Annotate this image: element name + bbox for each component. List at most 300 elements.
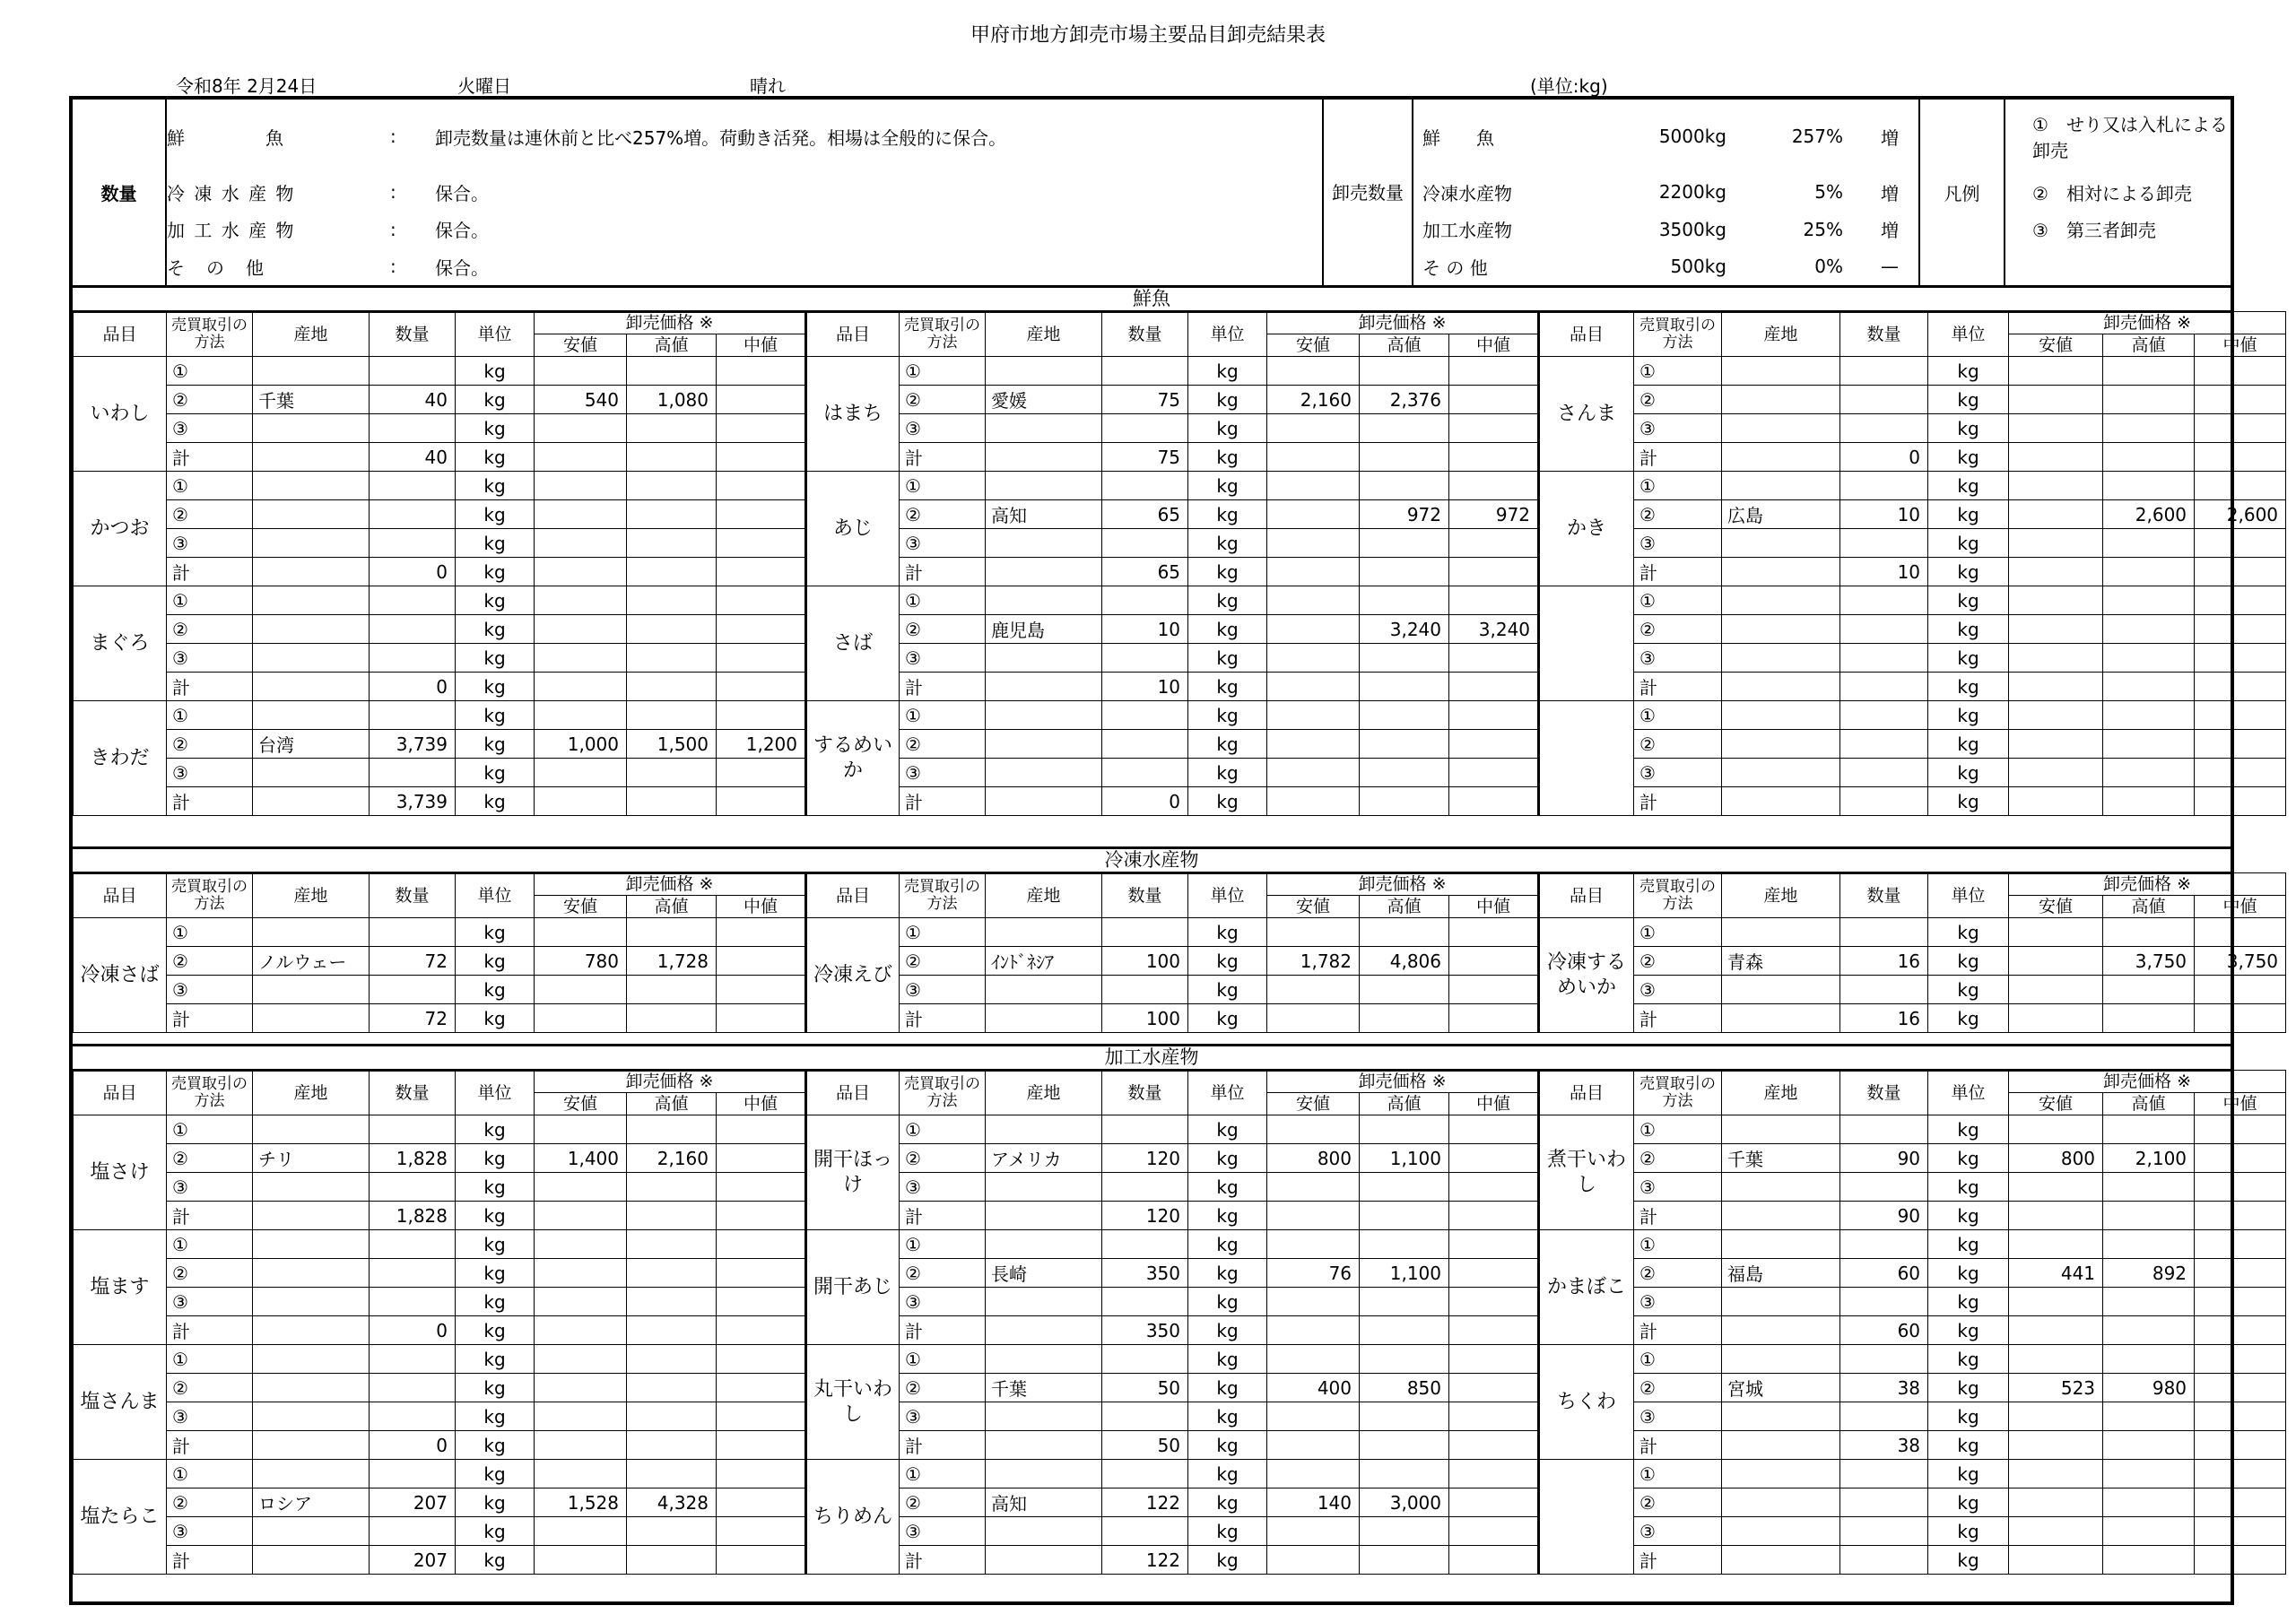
- method-mark: ②: [1634, 386, 1722, 414]
- item-name: ちくわ: [1539, 1345, 1634, 1460]
- unit-cell: kg: [456, 947, 535, 976]
- unit-cell: kg: [1928, 1402, 2009, 1431]
- method-mark: ①: [167, 1230, 253, 1259]
- unit-cell: kg: [1928, 1431, 2009, 1460]
- price-high-cell: 2,160: [627, 1144, 717, 1173]
- summary-comment: 保合。: [435, 256, 489, 279]
- price-mid-cell: [1449, 673, 1539, 701]
- qty-cell: [1840, 414, 1928, 443]
- method-mark: ①: [1634, 918, 1722, 947]
- unit-cell: kg: [456, 1004, 535, 1033]
- price-high-cell: [1360, 918, 1449, 947]
- qty-cell: [370, 1173, 456, 1202]
- table-row: [74, 1288, 2286, 1316]
- qty-cell: [1102, 701, 1188, 730]
- price-low-cell: [2009, 1517, 2103, 1546]
- price-high-cell: 2,100: [2103, 1144, 2195, 1173]
- price-high-cell: [1360, 1004, 1449, 1033]
- method-mark: ②: [167, 947, 253, 976]
- price-low-cell: [2009, 1488, 2103, 1517]
- price-high-cell: 1,728: [627, 947, 717, 976]
- qty-cell: 0: [1102, 787, 1188, 816]
- qty-cell: [1102, 472, 1188, 500]
- price-mid-cell: [1449, 1517, 1539, 1546]
- header-unit: 単位: [1928, 873, 2009, 918]
- qty-name: 加工水産物: [1422, 220, 1512, 242]
- qty-cell: 38: [1840, 1431, 1928, 1460]
- price-low-cell: [2009, 414, 2103, 443]
- price-low-cell: [2009, 947, 2103, 976]
- qty-trend: 増: [1881, 220, 1899, 242]
- origin-cell: [1722, 586, 1840, 615]
- method-mark: ①: [1634, 1230, 1722, 1259]
- unit-cell: kg: [456, 1144, 535, 1173]
- price-high-cell: 972: [1360, 500, 1449, 529]
- qty-cell: [370, 414, 456, 443]
- method-mark: ③: [1634, 1517, 1722, 1546]
- qty-cell: [1840, 1345, 1928, 1374]
- price-mid-cell: [717, 947, 806, 976]
- origin-cell: [986, 976, 1102, 1004]
- price-mid-cell: [717, 1488, 806, 1517]
- unit-cell: kg: [456, 1173, 535, 1202]
- origin-cell: [253, 1004, 370, 1033]
- origin-cell: [1722, 730, 1840, 759]
- qty-cell: [1840, 1460, 1928, 1488]
- origin-cell: 千葉: [253, 386, 370, 414]
- origin-cell: [986, 1316, 1102, 1345]
- qty-cell: 1,828: [370, 1202, 456, 1230]
- method-mark: ②: [900, 1144, 986, 1173]
- price-low-cell: [535, 586, 627, 615]
- price-mid-cell: [717, 357, 806, 386]
- header-qty: 数量: [370, 873, 456, 918]
- summary-category: 加 工 水 産 物: [167, 220, 296, 242]
- header-low: 安値: [535, 896, 627, 918]
- price-low-cell: [2009, 759, 2103, 787]
- origin-cell: [1722, 357, 1840, 386]
- qty-cell: 65: [1102, 500, 1188, 529]
- unit-cell: kg: [456, 976, 535, 1004]
- price-low-cell: [1267, 500, 1360, 529]
- price-mid-cell: [2195, 644, 2286, 673]
- price-high-cell: 3,000: [1360, 1488, 1449, 1517]
- price-high-cell: [627, 1173, 717, 1202]
- item-name: 塩たらこ: [74, 1460, 167, 1575]
- unit-cell: kg: [1188, 443, 1267, 472]
- unit-cell: kg: [456, 1374, 535, 1402]
- unit-cell: kg: [456, 1345, 535, 1374]
- header-item: 品目: [806, 873, 900, 918]
- unit-cell: kg: [1928, 1115, 2009, 1144]
- qty-cell: [1102, 1460, 1188, 1488]
- header-method: 売買取引の方法: [167, 312, 253, 357]
- origin-cell: [1722, 1517, 1840, 1546]
- unit-cell: kg: [456, 472, 535, 500]
- method-mark: ③: [900, 1288, 986, 1316]
- qty-cell: 100: [1102, 947, 1188, 976]
- price-low-cell: [1267, 976, 1360, 1004]
- report-title: 甲府市地方卸売市場主要品目卸売結果表: [970, 24, 1326, 47]
- qty-cell: 40: [370, 386, 456, 414]
- qty-cell: [370, 1517, 456, 1546]
- method-mark: ③: [900, 529, 986, 558]
- price-high-cell: [627, 414, 717, 443]
- method-mark: 計: [1634, 1202, 1722, 1230]
- table-row: [74, 1202, 2286, 1230]
- origin-cell: 広島: [1722, 500, 1840, 529]
- price-low-cell: [535, 1546, 627, 1575]
- price-low-cell: [535, 1402, 627, 1431]
- method-mark: ②: [1634, 1488, 1722, 1517]
- header-qty: 数量: [1840, 1071, 1928, 1115]
- unit-cell: kg: [1928, 1488, 2009, 1517]
- price-high-cell: [2103, 1115, 2195, 1144]
- method-mark: 計: [900, 1316, 986, 1345]
- method-mark: 計: [167, 443, 253, 472]
- table-row: [74, 673, 2286, 701]
- qty-cell: 72: [370, 1004, 456, 1033]
- price-high-cell: [2103, 1288, 2195, 1316]
- header-item: 品目: [74, 312, 167, 357]
- unit-cell: kg: [1928, 1004, 2009, 1033]
- method-mark: 計: [167, 787, 253, 816]
- header-price: 卸売価格 ※: [2009, 873, 2286, 896]
- price-high-cell: [627, 357, 717, 386]
- price-high-cell: 980: [2103, 1374, 2195, 1402]
- origin-cell: [1722, 1402, 1840, 1431]
- origin-cell: [986, 558, 1102, 586]
- price-low-cell: [2009, 730, 2103, 759]
- unit-cell: kg: [1188, 1316, 1267, 1345]
- header-qty: 数量: [1102, 1071, 1188, 1115]
- price-high-cell: [1360, 730, 1449, 759]
- price-low-cell: [1267, 586, 1360, 615]
- qty-cell: [370, 357, 456, 386]
- header-unit: 単位: [1188, 873, 1267, 918]
- price-mid-cell: [717, 414, 806, 443]
- price-mid-cell: [717, 529, 806, 558]
- price-high-cell: [2103, 586, 2195, 615]
- table-row: [74, 1460, 2286, 1488]
- unit-cell: kg: [1188, 558, 1267, 586]
- price-mid-cell: [1449, 1004, 1539, 1033]
- method-mark: 計: [167, 1431, 253, 1460]
- table-row: [74, 947, 2286, 976]
- price-mid-cell: [2195, 1202, 2286, 1230]
- price-mid-cell: [717, 1202, 806, 1230]
- method-mark: 計: [900, 1202, 986, 1230]
- price-low-cell: [2009, 1345, 2103, 1374]
- item-name: いわし: [74, 357, 167, 472]
- price-high-cell: [627, 1546, 717, 1575]
- qty-cell: [370, 976, 456, 1004]
- price-high-cell: [1360, 443, 1449, 472]
- table-row: [74, 730, 2286, 759]
- table-row: [74, 1431, 2286, 1460]
- price-high-cell: [2103, 529, 2195, 558]
- qty-cell: [1840, 918, 1928, 947]
- unit-cell: kg: [1928, 1546, 2009, 1575]
- price-mid-cell: [2195, 1316, 2286, 1345]
- item-name: ちりめん: [806, 1460, 900, 1575]
- price-high-cell: [2103, 1460, 2195, 1488]
- price-mid-cell: [1449, 701, 1539, 730]
- unit-cell: kg: [1928, 644, 2009, 673]
- qty-amount: 500kg: [1670, 256, 1726, 278]
- header-price: 卸売価格 ※: [2009, 1071, 2286, 1093]
- method-mark: ③: [900, 1173, 986, 1202]
- price-mid-cell: [2195, 730, 2286, 759]
- method-mark: 計: [1634, 1546, 1722, 1575]
- qty-cell: [1840, 357, 1928, 386]
- header-item: 品目: [806, 1071, 900, 1115]
- price-high-cell: 1,100: [1360, 1259, 1449, 1288]
- method-mark: ①: [167, 1115, 253, 1144]
- qty-cell: 3,739: [370, 730, 456, 759]
- unit-cell: kg: [456, 414, 535, 443]
- unit-cell: kg: [1188, 1460, 1267, 1488]
- origin-cell: [986, 1546, 1102, 1575]
- price-mid-cell: [1449, 730, 1539, 759]
- method-mark: ③: [900, 1402, 986, 1431]
- origin-cell: [986, 586, 1102, 615]
- price-mid-cell: [1449, 558, 1539, 586]
- qty-cell: [1840, 1402, 1928, 1431]
- price-high-cell: [1360, 357, 1449, 386]
- price-high-cell: 1,100: [1360, 1144, 1449, 1173]
- qty-cell: [370, 759, 456, 787]
- qty-trend: 増: [1881, 182, 1899, 204]
- qty-cell: [370, 586, 456, 615]
- price-mid-cell: [2195, 759, 2286, 787]
- unit-cell: kg: [456, 500, 535, 529]
- price-low-cell: [1267, 615, 1360, 644]
- table-row: [74, 1004, 2286, 1033]
- price-mid-cell: [717, 1144, 806, 1173]
- item-name: 塩さけ: [74, 1115, 167, 1230]
- summary-comment: 保合。: [435, 220, 489, 242]
- qty-cell: 0: [370, 673, 456, 701]
- origin-cell: [253, 1460, 370, 1488]
- unit-cell: kg: [1928, 357, 2009, 386]
- qty-cell: 10: [1102, 615, 1188, 644]
- method-mark: ②: [900, 947, 986, 976]
- price-high-cell: [2103, 472, 2195, 500]
- qty-cell: [1102, 1517, 1188, 1546]
- summary-sep: :: [390, 256, 396, 278]
- method-mark: 計: [900, 1004, 986, 1033]
- price-mid-cell: [2195, 1431, 2286, 1460]
- price-low-cell: [535, 615, 627, 644]
- unit-cell: kg: [1188, 615, 1267, 644]
- price-mid-cell: 3,240: [1449, 615, 1539, 644]
- header-mid: 中値: [717, 896, 806, 918]
- qty-cell: 50: [1102, 1374, 1188, 1402]
- price-low-cell: [535, 500, 627, 529]
- header-mid: 中値: [1449, 1093, 1539, 1115]
- price-mid-cell: [1449, 644, 1539, 673]
- header-mid: 中値: [717, 1093, 806, 1115]
- header-low: 安値: [1267, 1093, 1360, 1115]
- method-mark: ①: [167, 701, 253, 730]
- origin-cell: [1722, 701, 1840, 730]
- method-mark: ③: [900, 759, 986, 787]
- qty-cell: 0: [370, 558, 456, 586]
- item-name: するめいか: [806, 701, 900, 816]
- method-mark: ②: [900, 615, 986, 644]
- qty-cell: [370, 1374, 456, 1402]
- qty-cell: [1102, 586, 1188, 615]
- price-high-cell: [2103, 615, 2195, 644]
- table-row: [74, 1173, 2286, 1202]
- unit-note: (単位:kg): [1530, 75, 1608, 97]
- qty-cell: 0: [370, 1316, 456, 1345]
- origin-cell: [1722, 673, 1840, 701]
- unit-cell: kg: [1188, 586, 1267, 615]
- unit-cell: kg: [456, 644, 535, 673]
- price-low-cell: [535, 644, 627, 673]
- price-low-cell: [1267, 673, 1360, 701]
- price-high-cell: [627, 759, 717, 787]
- price-high-cell: [627, 529, 717, 558]
- qty-cell: [370, 529, 456, 558]
- unit-cell: kg: [1188, 1144, 1267, 1173]
- price-mid-cell: [1449, 1402, 1539, 1431]
- legend-mark: ③: [2032, 220, 2048, 242]
- qty-cell: [1840, 787, 1928, 816]
- origin-cell: [253, 1202, 370, 1230]
- origin-cell: [1722, 918, 1840, 947]
- price-low-cell: [1267, 414, 1360, 443]
- method-mark: ③: [167, 1173, 253, 1202]
- section-title-frozen: 冷凍水産物: [73, 846, 2231, 874]
- qty-cell: [370, 1230, 456, 1259]
- price-mid-cell: [717, 644, 806, 673]
- origin-cell: [253, 1517, 370, 1546]
- unit-cell: kg: [456, 787, 535, 816]
- price-mid-cell: [1449, 1173, 1539, 1202]
- price-high-cell: [2103, 644, 2195, 673]
- origin-cell: [253, 1288, 370, 1316]
- price-low-cell: [1267, 1431, 1360, 1460]
- qty-cell: 350: [1102, 1316, 1188, 1345]
- method-mark: 計: [167, 1004, 253, 1033]
- unit-cell: kg: [1928, 918, 2009, 947]
- origin-cell: [1722, 386, 1840, 414]
- header-low: 安値: [2009, 334, 2103, 357]
- origin-cell: [986, 414, 1102, 443]
- price-low-cell: [535, 443, 627, 472]
- qty-amount: 3500kg: [1658, 218, 1726, 240]
- table-row: [74, 787, 2286, 816]
- item-name: [1539, 1460, 1634, 1575]
- unit-cell: kg: [1928, 558, 2009, 586]
- header-origin: 産地: [986, 312, 1102, 357]
- unit-cell: kg: [1928, 1230, 2009, 1259]
- price-mid-cell: [2195, 357, 2286, 386]
- price-low-cell: [535, 472, 627, 500]
- origin-cell: 宮城: [1722, 1374, 1840, 1402]
- method-mark: ①: [1634, 1460, 1722, 1488]
- header-origin: 産地: [253, 1071, 370, 1115]
- qty-cell: [1102, 529, 1188, 558]
- price-high-cell: [627, 472, 717, 500]
- qty-amount: 2200kg: [1658, 181, 1726, 204]
- item-name: かまぼこ: [1539, 1230, 1634, 1345]
- method-mark: 計: [1634, 443, 1722, 472]
- qty-cell: [1840, 1173, 1928, 1202]
- unit-cell: kg: [1928, 1173, 2009, 1202]
- summary-comment: 卸売数量は連休前と比べ257%増。荷動き活発。相場は全般的に保合。: [435, 126, 1007, 149]
- method-mark: ②: [167, 730, 253, 759]
- origin-cell: [986, 1115, 1102, 1144]
- origin-cell: [1722, 414, 1840, 443]
- origin-cell: [253, 673, 370, 701]
- unit-cell: kg: [1928, 1517, 2009, 1546]
- price-low-cell: [2009, 1316, 2103, 1345]
- price-mid-cell: [2195, 472, 2286, 500]
- price-high-cell: [1360, 1345, 1449, 1374]
- method-mark: ③: [1634, 759, 1722, 787]
- summary-category: 冷 凍 水 産 物: [167, 182, 296, 204]
- method-mark: 計: [1634, 1316, 1722, 1345]
- table-row: [74, 1345, 2286, 1374]
- price-mid-cell: [1449, 1144, 1539, 1173]
- price-mid-cell: [1449, 1488, 1539, 1517]
- qty-cell: 0: [1840, 443, 1928, 472]
- qty-label: 卸売数量: [1323, 100, 1413, 285]
- price-high-cell: [2103, 730, 2195, 759]
- price-mid-cell: [717, 1288, 806, 1316]
- price-mid-cell: [2195, 615, 2286, 644]
- qty-cell: 122: [1102, 1546, 1188, 1575]
- price-mid-cell: [1449, 1288, 1539, 1316]
- price-low-cell: [1267, 701, 1360, 730]
- method-mark: ③: [900, 1517, 986, 1546]
- origin-cell: 台湾: [253, 730, 370, 759]
- price-high-cell: 3,240: [1360, 615, 1449, 644]
- header-method: 売買取引の方法: [900, 873, 986, 918]
- price-high-cell: [2103, 1345, 2195, 1374]
- legend-item: [2005, 211, 2231, 247]
- unit-cell: kg: [1188, 644, 1267, 673]
- origin-cell: [253, 1431, 370, 1460]
- origin-cell: [253, 586, 370, 615]
- qty-cell: [1840, 1546, 1928, 1575]
- method-mark: ①: [900, 1230, 986, 1259]
- origin-cell: [986, 1230, 1102, 1259]
- price-low-cell: [2009, 1546, 2103, 1575]
- price-high-cell: [1360, 1173, 1449, 1202]
- price-low-cell: [1267, 1230, 1360, 1259]
- method-mark: ③: [167, 759, 253, 787]
- method-mark: ③: [167, 1288, 253, 1316]
- origin-cell: [253, 472, 370, 500]
- qty-cell: [1102, 759, 1188, 787]
- qty-cell: [1102, 414, 1188, 443]
- qty-cell: [370, 500, 456, 529]
- qty-cell: [1840, 586, 1928, 615]
- price-mid-cell: [2195, 787, 2286, 816]
- price-low-cell: [535, 558, 627, 586]
- qty-cell: [370, 1115, 456, 1144]
- item-name: 開干あじ: [806, 1230, 900, 1345]
- price-low-cell: [1267, 1345, 1360, 1374]
- origin-cell: [986, 918, 1102, 947]
- header-unit: 単位: [1188, 312, 1267, 357]
- price-low-cell: [535, 1115, 627, 1144]
